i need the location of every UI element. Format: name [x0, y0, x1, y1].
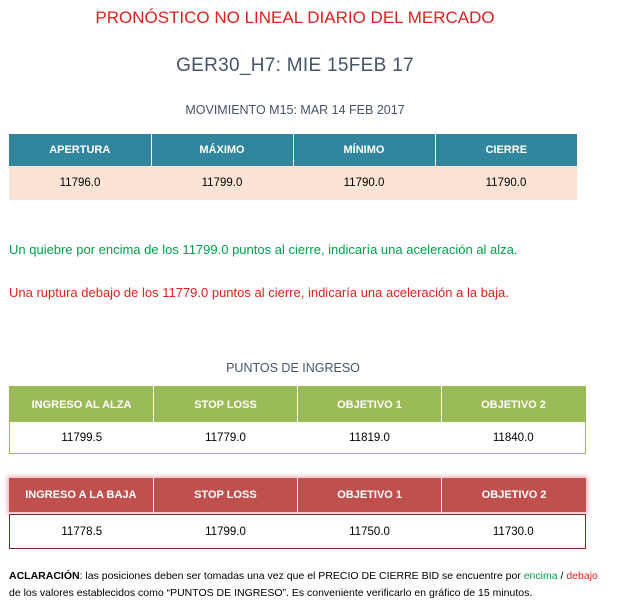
note-text-2: de los valores establecidos como “PUNTOS DE INGRESO”. Es conveniente verificarlo en gráfico de 15 minutos.: [9, 587, 533, 599]
value-minimo: 11790.0: [293, 166, 435, 200]
value-objetivo-2: 11730.0: [442, 515, 586, 549]
instrument-date-heading: GER30_H7: MIE 15FEB 17: [176, 55, 414, 76]
movement-heading: MOVIMIENTO M15: MAR 14 FEB 2017: [185, 103, 405, 117]
entry-points-heading: PUNTOS DE INGRESO: [226, 361, 360, 375]
header-apertura: APERTURA: [9, 134, 151, 166]
header-objetivo-2: OBJETIVO 2: [442, 478, 586, 512]
value-ingreso-baja: 11778.5: [10, 515, 154, 549]
header-stop-loss: STOP LOSS: [154, 387, 298, 423]
bullish-signal-text: Un quiebre por encima de los 11799.0 puntos al cierre, indicaría una aceleración al alza.: [9, 242, 518, 257]
header-ingreso-baja: INGRESO A LA BAJA: [9, 478, 153, 512]
value-stop-loss: 11779.0: [154, 422, 298, 454]
short-value-row: [10, 515, 586, 549]
header-cierre: CIERRE: [435, 134, 577, 166]
note-label: ACLARACIÓN: [9, 570, 80, 582]
value-objetivo-1: 11750.0: [298, 515, 442, 549]
header-stop-loss: STOP LOSS: [153, 478, 297, 512]
value-maximo: 11799.0: [151, 166, 293, 200]
note-above-word: encima: [523, 570, 558, 582]
header-ingreso-alza: INGRESO AL ALZA: [10, 387, 154, 423]
bearish-signal-text: Una ruptura debajo de los 11779.0 puntos al cierre, indicaría una aceleración a la baja.: [9, 285, 509, 300]
movement-value-row: [9, 166, 577, 200]
movement-table: [9, 134, 577, 200]
disclaimer-note: [9, 568, 609, 602]
value-apertura: 11796.0: [9, 166, 151, 200]
header-objetivo-1: OBJETIVO 1: [298, 387, 442, 423]
value-stop-loss: 11799.0: [154, 515, 298, 549]
note-text-1: : las posiciones deben ser tomadas una vez que el PRECIO DE CIERRE BID se encuentre por: [79, 570, 524, 582]
short-header-row: [9, 478, 586, 512]
header-objetivo-1: OBJETIVO 1: [298, 478, 442, 512]
long-entry-table: [9, 386, 586, 454]
value-cierre: 11790.0: [435, 166, 577, 200]
note-below-word: debajo: [566, 570, 598, 582]
short-entry-header-table: [9, 478, 586, 512]
value-objetivo-1: 11819.0: [298, 422, 442, 454]
header-minimo: MÍNIMO: [293, 134, 435, 166]
value-objetivo-2: 11840.0: [442, 422, 586, 454]
header-objetivo-2: OBJETIVO 2: [442, 387, 586, 423]
long-header-row: [10, 387, 586, 423]
header-maximo: MÁXIMO: [151, 134, 293, 166]
page-title: PRONÓSTICO NO LINEAL DIARIO DEL MERCADO: [95, 8, 495, 27]
long-value-row: [10, 422, 586, 454]
note-separator: /: [557, 570, 567, 582]
movement-header-row: [9, 134, 577, 166]
short-entry-table: [9, 514, 586, 549]
value-ingreso-alza: 11799.5: [10, 422, 154, 454]
